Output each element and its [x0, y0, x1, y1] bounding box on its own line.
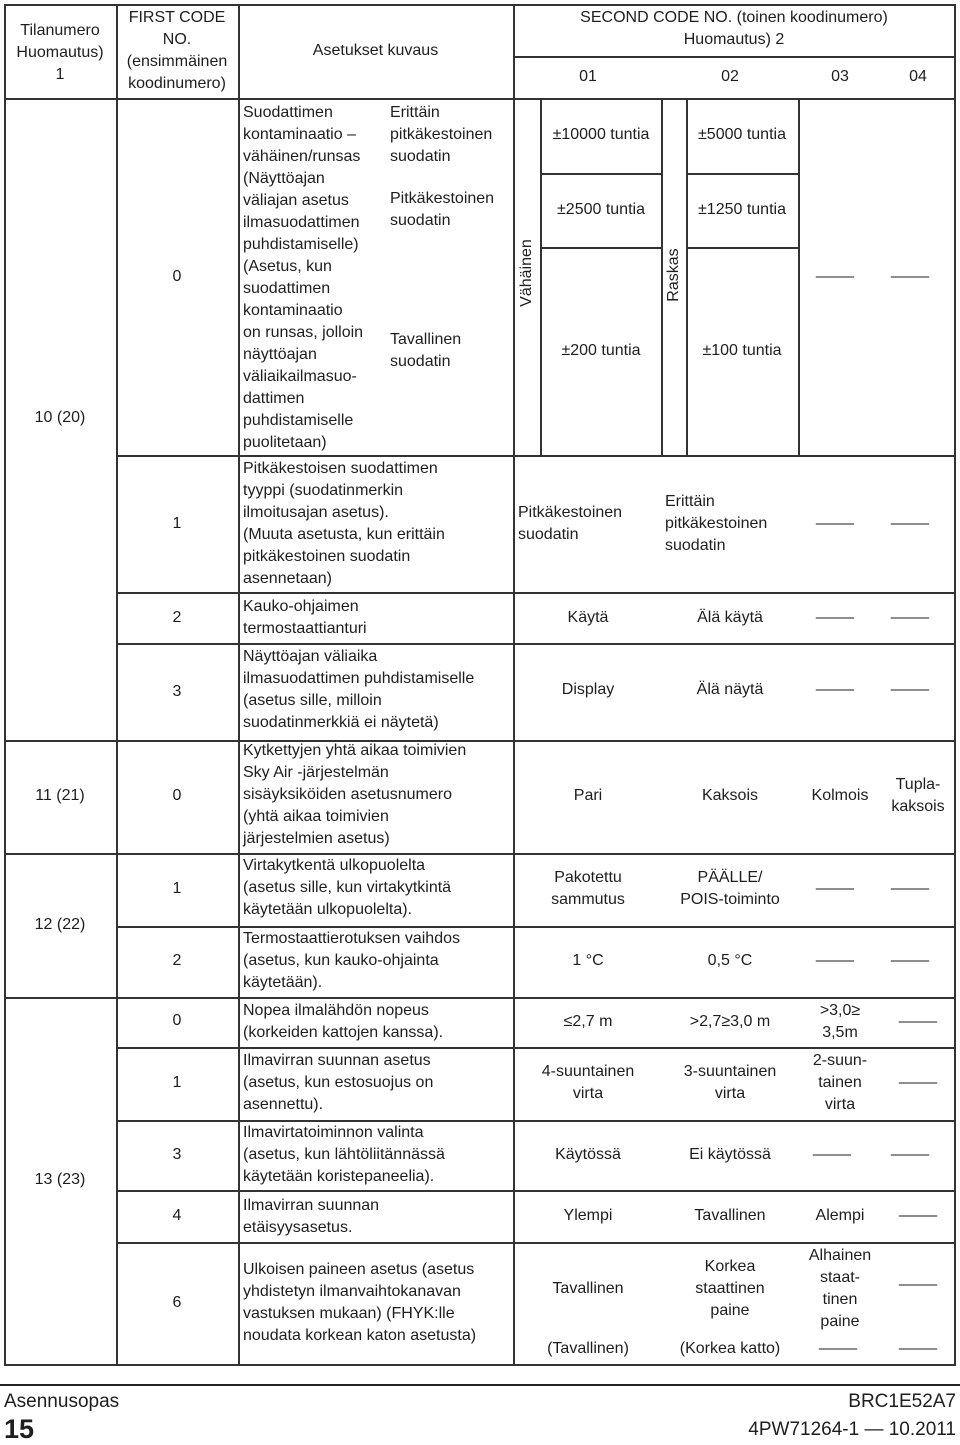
contamination-column-rule	[686, 98, 688, 455]
header-description: Asetukset kuvaus	[312, 42, 439, 59]
table-border-top	[4, 4, 956, 6]
row-rule	[116, 455, 956, 457]
footer-manual-title: Asennusopas	[4, 1391, 120, 1412]
first-code-cell: 1	[172, 880, 182, 897]
second-code-value-01: ≤2,7 m	[563, 1013, 613, 1030]
second-code-value-02: PÄÄLLE/ POIS-toiminto	[680, 869, 780, 908]
light-hours-value: ±2500 tuntia	[557, 201, 645, 218]
second-code-value-02: 3-suuntainen virta	[683, 1063, 777, 1102]
table-border-bottom	[4, 1364, 956, 1366]
setting-description: Pitkäkestoisen suodattimen tyyppi (suodatinmerkin ilmoitusajan asetus). (Muuta asetusta, kun erittäin pitkäkestoinen suodatin asennetaan)	[243, 460, 445, 587]
heavy-hours-rule	[686, 173, 799, 175]
second-code-value-01: 1 °C	[572, 952, 604, 969]
second-code-value-01: Käytössä	[555, 1146, 621, 1163]
second-code-value-02: >2,7≥3,0 m	[689, 1013, 771, 1030]
setting-description: Näyttöajan väliaika ilmasuodattimen puhdistamiselle (asetus sille, milloin suodatinmerkkiä ei näytetä)	[243, 648, 475, 731]
setting-description: Kytkettyjen yhtä aikaa toimivien Sky Air -järjestelmän sisäyksiköiden asetusnumero (yhtä aikaa toimivien järjestelmien asetus)	[243, 742, 467, 847]
contamination-column-rule	[798, 98, 800, 455]
heavy-hours-rule	[686, 247, 799, 249]
row-rule	[116, 592, 956, 594]
first-code-cell: 0	[172, 787, 182, 804]
row-rule	[116, 926, 956, 928]
second-code-value-04: —	[890, 952, 930, 969]
second-code-value-02: Korkea staattinen paine	[695, 1258, 765, 1319]
second-code-value-03: >3,0≥ 3,5m	[819, 1002, 861, 1041]
second-code-value-04: —	[890, 515, 930, 532]
second-code-value-01: Pari	[573, 787, 603, 804]
mode-number: 13 (23)	[34, 1171, 86, 1188]
second-code-value-04: —	[898, 1207, 938, 1224]
second-code-value-03: —	[815, 681, 855, 698]
second-code-value-01: Käytä	[567, 609, 609, 626]
first-code-cell: 3	[172, 683, 182, 700]
second-code-value-03: —	[815, 609, 855, 626]
second-code-value-04: —	[890, 609, 930, 626]
group-rule	[4, 997, 956, 999]
contamination-column-rule	[540, 98, 542, 455]
filter-type-label: Pitkäkestoinen suodatin	[390, 190, 495, 229]
first-code-cell: 1	[172, 1074, 182, 1091]
light-hours-rule	[540, 173, 662, 175]
second-code-value-03: 2-suun- tainen virta	[812, 1052, 868, 1113]
group-rule	[4, 740, 956, 742]
heavy-hours-value: ±100 tuntia	[702, 342, 782, 359]
second-code-value-02: Älä näytä	[696, 681, 764, 698]
second-code-value-04: —	[898, 1276, 938, 1293]
second-code-value-01: Display	[561, 681, 615, 698]
table-border-right	[954, 4, 956, 1365]
second-code-value-04: Tupla- kaksois	[891, 776, 945, 815]
filter-type-label: Tavallinen suodatin	[390, 331, 462, 370]
second-code-value-03: —	[815, 268, 855, 285]
first-code-cell: 3	[172, 1146, 182, 1163]
filter-type-label: Erittäin pitkäkestoinen suodatin	[390, 104, 493, 165]
second-code-value-02-lower: (Korkea katto)	[679, 1340, 781, 1357]
second-code-value-02: Tavallinen	[694, 1207, 766, 1224]
setting-description: Virtakytkentä ulkopuolelta (asetus sille, kun virtakytkintä käytetään ulkopuolelta).	[243, 857, 452, 918]
setting-description: Suodattimen kontaminaatio – vähäinen/runsas (Näyttöajan väliajan asetus ilmasuodattimen puhdistamiselle) (Asetus, kun suodattimen kontaminaatio on runsas, jolloin näyttöajan väliaikailmasuo- dattimen puhdistamiselle puolitetaan)	[243, 104, 364, 451]
header-column-02: 02	[721, 68, 739, 85]
header-column-01: 01	[579, 68, 597, 85]
second-code-value-02: Kaksois	[701, 787, 759, 804]
setting-description: Ilmavirran suunnan asetus (asetus, kun estosuojus on asennettu).	[243, 1052, 434, 1113]
second-code-value-01: Pitkäkestoinen suodatin	[518, 504, 623, 543]
second-code-value-03: Alhainen staat- tinen paine	[808, 1247, 872, 1330]
footer-model: BRC1E52A7	[848, 1391, 956, 1412]
second-code-value-04: —	[890, 681, 930, 698]
light-hours-rule	[540, 247, 662, 249]
first-code-cell: 0	[172, 1012, 182, 1029]
second-code-value-02: Ei käytössä	[689, 1146, 771, 1163]
setting-description: Termostaattierotuksen vaihdos (asetus, kun kauko-ohjainta käytetään).	[243, 930, 460, 991]
second-code-value-03-lower: —	[818, 1340, 858, 1357]
second-code-value-02: Erittäin pitkäkestoinen suodatin	[665, 493, 768, 554]
second-code-value-04: —	[898, 1074, 938, 1091]
footer-page-number: 15	[4, 1414, 35, 1444]
light-hours-value: ±10000 tuntia	[552, 126, 650, 143]
contamination-heavy-label: Raskas	[665, 248, 682, 302]
second-code-value-03: —	[815, 515, 855, 532]
second-code-value-04: —	[898, 1013, 938, 1030]
setting-description: Ilmavirtatoiminnon valinta (asetus, kun lähtöliitännässä käytetään koristepaneelia).	[243, 1124, 445, 1185]
row-rule	[116, 1242, 956, 1244]
second-code-value-03: Alempi	[815, 1207, 865, 1224]
first-code-cell: 6	[172, 1294, 182, 1311]
contamination-light-label: Vähäinen	[518, 239, 535, 307]
light-hours-value: ±200 tuntia	[561, 342, 641, 359]
second-code-value-01: Ylempi	[563, 1207, 613, 1224]
second-code-value-02: 0,5 °C	[707, 952, 753, 969]
second-code-value-03: Kolmois	[811, 787, 869, 804]
header-column-03: 03	[831, 68, 849, 85]
mode-number: 11 (21)	[35, 787, 85, 804]
second-code-value-01: Tavallinen	[552, 1280, 624, 1297]
second-code-header-rule	[513, 56, 956, 58]
second-code-value-01: 4-suuntainen virta	[541, 1063, 635, 1102]
group-rule	[4, 853, 956, 855]
heavy-hours-value: ±1250 tuntia	[698, 201, 786, 218]
row-rule	[116, 1047, 956, 1049]
row-rule	[116, 1120, 956, 1122]
setting-description: Kauko-ohjaimen termostaattianturi	[243, 598, 367, 637]
footer-document-code: 4PW71264-1 — 10.2011	[748, 1419, 956, 1440]
second-code-value-02: Älä käytä	[697, 609, 763, 626]
second-code-value-01: Pakotettu sammutus	[551, 869, 625, 908]
second-code-value-01-lower: (Tavallinen)	[547, 1340, 629, 1357]
first-code-cell: 1	[172, 515, 182, 532]
footer-rule	[0, 1384, 960, 1386]
first-code-cell: 2	[172, 952, 182, 969]
second-code-value-04-lower: —	[898, 1340, 938, 1357]
setting-description: Ulkoisen paineen asetus (asetus yhdistetyn ilmanvaihtokanavan vastuksen mukaan) (FHYK:lle noudata korkean katon asetusta)	[243, 1261, 477, 1344]
table-border-left	[4, 4, 6, 1365]
second-code-value-04: —	[890, 1146, 930, 1163]
row-rule	[116, 1190, 956, 1192]
second-code-value-03: —	[812, 1146, 852, 1163]
second-code-value-03: —	[815, 880, 855, 897]
first-code-cell: 0	[172, 268, 182, 285]
header-setting-number: Tilanumero Huomautus) 1	[16, 22, 104, 83]
header-bottom-rule	[4, 98, 956, 100]
header-column-04: 04	[909, 68, 927, 85]
first-code-cell: 2	[172, 609, 182, 626]
second-code-value-04: —	[890, 880, 930, 897]
mode-number: 10 (20)	[34, 409, 86, 426]
setting-description: Nopea ilmalähdön nopeus (korkeiden kattojen kanssa).	[243, 1002, 444, 1041]
column-rule	[238, 4, 240, 1365]
header-first-code: FIRST CODE NO. (ensimmäinen koodinumero)	[126, 9, 228, 92]
header-second-code-note: Huomautus) 2	[683, 31, 785, 48]
mode-number: 12 (22)	[34, 916, 86, 933]
first-code-cell: 4	[172, 1207, 182, 1224]
setting-description: Ilmavirran suunnan etäisyysasetus.	[243, 1197, 380, 1236]
header-second-code-title: SECOND CODE NO. (toinen koodinumero)	[580, 9, 888, 26]
second-code-value-03: —	[815, 952, 855, 969]
second-code-value-04: —	[890, 268, 930, 285]
heavy-hours-value: ±5000 tuntia	[698, 126, 786, 143]
row-rule	[116, 643, 956, 645]
